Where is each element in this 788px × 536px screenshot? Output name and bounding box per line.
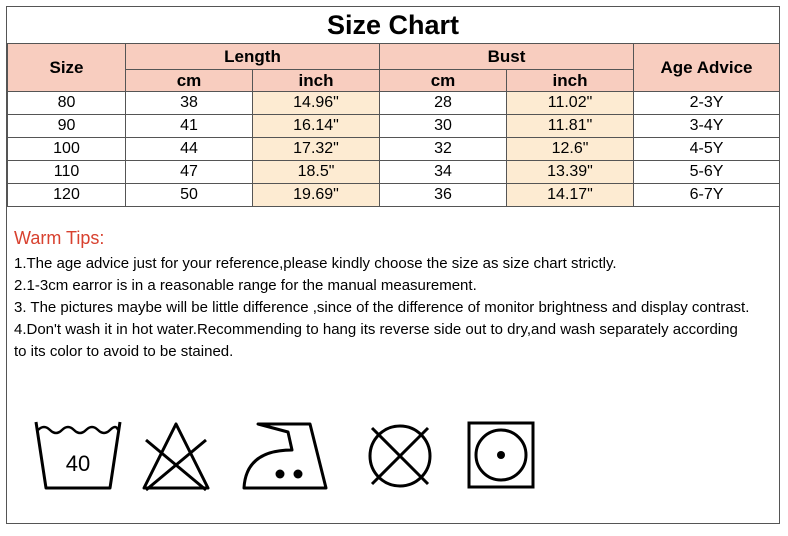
- tips-title: Warm Tips:: [14, 228, 105, 248]
- cell-age: 5-6Y: [634, 161, 780, 184]
- warm-tips: [14, 228, 754, 363]
- size-table: [7, 43, 780, 207]
- header-length-inch: inch: [253, 70, 380, 92]
- care-icons: [26, 420, 766, 500]
- tip-line: 3. The pictures maybe will be little difference ,since of the difference of monitor brightness and display contrast.: [14, 299, 750, 316]
- cell-bust-cm: 32: [380, 138, 507, 161]
- cell-size: 100: [8, 138, 126, 161]
- cell-bust-cm: 30: [380, 115, 507, 138]
- cell-length-cm: 41: [126, 115, 253, 138]
- cell-length-inch: 19.69": [253, 184, 380, 207]
- cell-size: 120: [8, 184, 126, 207]
- cell-age: 6-7Y: [634, 184, 780, 207]
- cell-size: 110: [8, 161, 126, 184]
- cell-length-cm: 47: [126, 161, 253, 184]
- cell-bust-cm: 34: [380, 161, 507, 184]
- cell-bust-inch: 11.02": [507, 92, 634, 115]
- table-row: [8, 92, 780, 115]
- cell-length-cm: 50: [126, 184, 253, 207]
- header-bust-cm: cm: [380, 70, 507, 92]
- header-age-advice: Age Advice: [634, 44, 780, 92]
- cell-size: 80: [8, 92, 126, 115]
- cell-bust-inch: 12.6": [507, 138, 634, 161]
- header-bust: Bust: [380, 44, 634, 70]
- cell-bust-inch: 13.39": [507, 161, 634, 184]
- header-length: Length: [126, 44, 380, 70]
- header-bust-inch: inch: [507, 70, 634, 92]
- cell-bust-inch: 11.81": [507, 115, 634, 138]
- cell-bust-cm: 28: [380, 92, 507, 115]
- cell-bust-cm: 36: [380, 184, 507, 207]
- table-row: [8, 138, 780, 161]
- header-length-cm: cm: [126, 70, 253, 92]
- cell-age: 4-5Y: [634, 138, 780, 161]
- cell-length-cm: 44: [126, 138, 253, 161]
- table-row: [8, 115, 780, 138]
- cell-length-inch: 17.32": [253, 138, 380, 161]
- page-title: Size Chart: [7, 7, 779, 44]
- wash-temp-label: 40: [65, 451, 91, 476]
- header-size: Size: [8, 44, 126, 92]
- do-not-dry-clean-icon: [364, 420, 436, 492]
- tip-line: 1.The age advice just for your reference,please kindly choose the size as size chart strictly.: [14, 255, 617, 272]
- tip-line: 2.1-3cm earror is in a reasonable range for the manual measurement.: [14, 277, 477, 294]
- cell-age: 3-4Y: [634, 115, 780, 138]
- wash-40-icon: [34, 420, 122, 496]
- cell-length-inch: 14.96": [253, 92, 380, 115]
- cell-length-inch: 16.14": [253, 115, 380, 138]
- tumble-dry-icon: [466, 420, 538, 492]
- table-row: [8, 161, 780, 184]
- tip-line: 4.Don't wash it in hot water.Recommending to hang its reverse side out to dry,and wash separately according to its color to avoid to be stained.: [14, 321, 738, 360]
- cell-age: 2-3Y: [634, 92, 780, 115]
- cell-bust-inch: 14.17": [507, 184, 634, 207]
- cell-length-cm: 38: [126, 92, 253, 115]
- table-row: [8, 184, 780, 207]
- do-not-bleach-icon: [140, 420, 212, 492]
- iron-medium-icon: [240, 420, 330, 492]
- cell-length-inch: 18.5": [253, 161, 380, 184]
- cell-size: 90: [8, 115, 126, 138]
